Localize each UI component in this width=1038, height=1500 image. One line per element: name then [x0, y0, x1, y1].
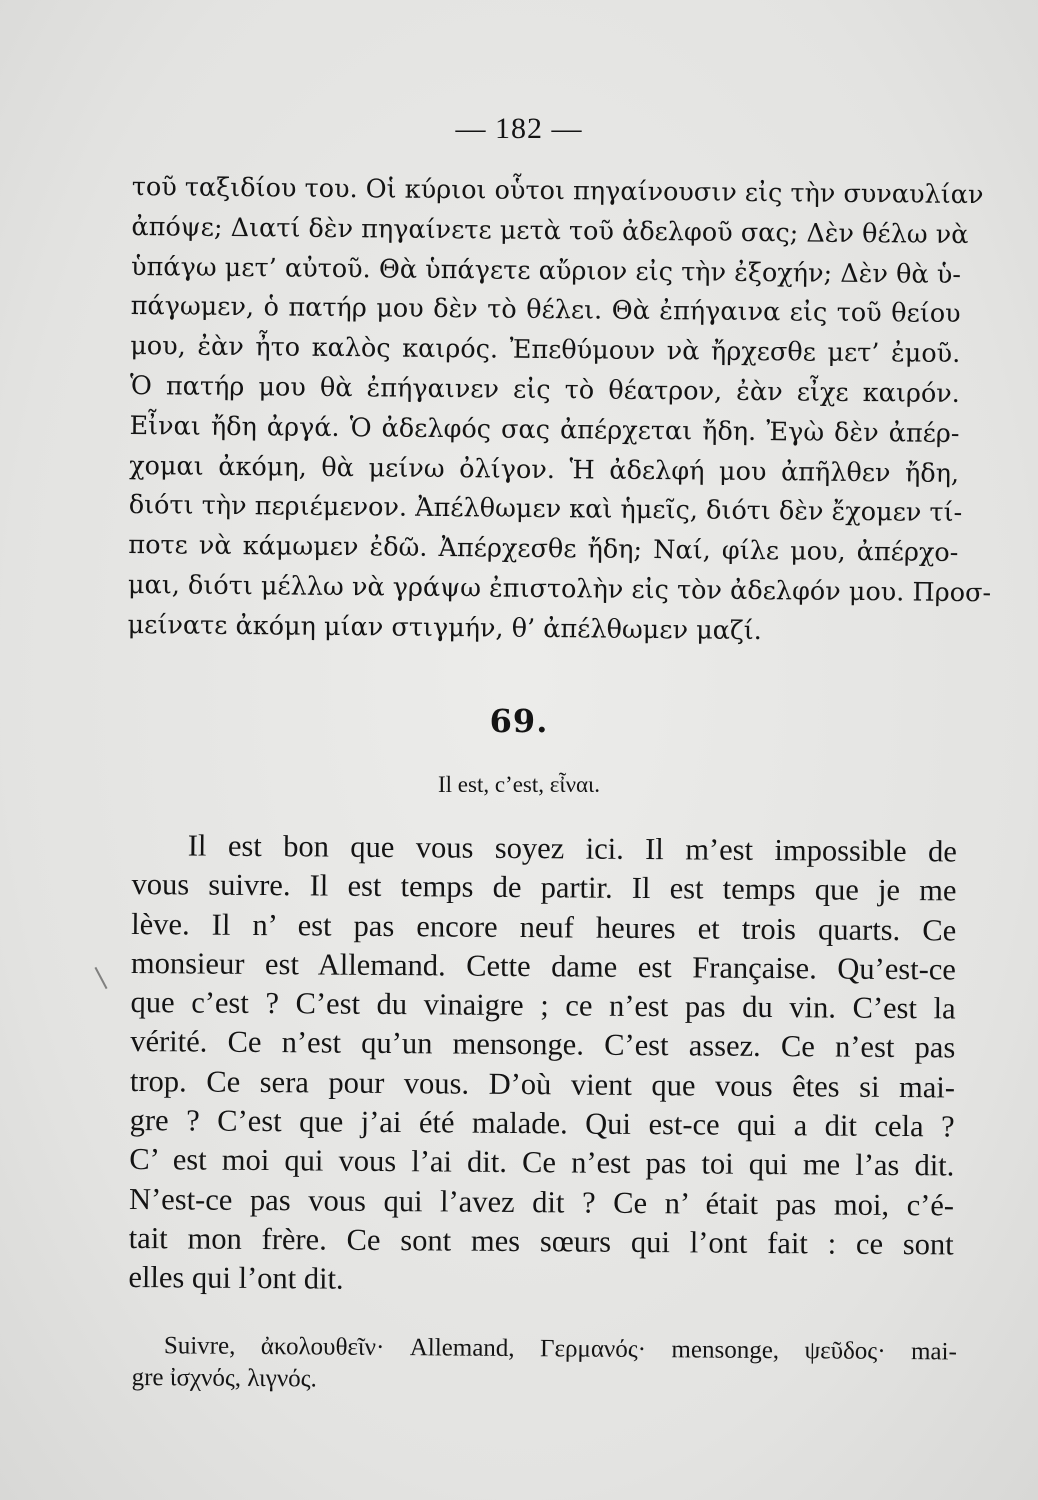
greek-line: ποτε νὰ κάμωμεν ἐδῶ. Ἀπέρχεσθε ἤδη; Ναί, φίλε μου, ἀπέρχο-: [128, 530, 959, 569]
greek-line: ὑπάγω μετ’ αὐτοῦ. Θὰ ὑπάγετε αὔριον εἰς τὴν ἐξοχήν; Δὲν θὰ ὑ-: [130, 251, 962, 290]
greek-line: Ὁ πατήρ μου θὰ ἐπήγαινεν εἰς τὸ θέατρον, ἐὰν εἶχε καιρόν.: [129, 370, 961, 409]
vocabulary-line: Suivre, ἀκολουθεῖν· Allemand, Γερμανός· mensonge, ψεῦδος· mai-: [163, 1332, 957, 1366]
greek-line: τοῦ ταξιδίου του. Οἱ κύριοι οὗτοι πηγαίνουσιν εἰς τὴν συναυλίαν: [131, 171, 984, 211]
greek-line: μου, ἐὰν ἦτο καλὸς καιρός. Ἐπεθύμουν νὰ ἤρχεσθε μετ’ ἐμοῦ.: [130, 331, 961, 370]
section-subtitle: Il est, c’est, εἶναι.: [438, 772, 600, 797]
greek-line: μείνατε ἀκόμη μίαν στιγμήν, θ’ ἀπέλθωμεν μαζί.: [127, 609, 763, 646]
french-line: trop. Ce sera pour vous. D’où vient que vous êtes si mai-: [129, 1063, 956, 1105]
vocabulary-line: gre ἰσχνός, λιγνός.: [131, 1363, 317, 1393]
french-line: vérité. Ce n’est qu’un mensonge. C’est assez. Ce n’est pas: [130, 1024, 956, 1065]
greek-line: πάγωμεν, ὁ πατήρ μου δὲν τὸ θέλει. Θὰ ἐπήγαινα εἰς τοῦ θείου: [130, 291, 961, 330]
french-line: monsieur est Allemand. Cette dame est Française. Qu’est-ce: [130, 945, 957, 987]
margin-pencil-mark: [94, 967, 107, 989]
greek-line: μαι, διότι μέλλω νὰ γράψω ἐπιστολὴν εἰς τὸν ἀδελφόν μου. Προσ-: [127, 569, 992, 609]
french-line: que c’est ? C’est du vinaigre ; ce n’est pas du vin. C’est la: [130, 985, 956, 1026]
greek-line: χομαι ἀκόμη, θὰ μείνω ὀλίγον. Ἡ ἀδελφή μου ἀπῆλθεν ἤδη,: [128, 450, 960, 489]
vocabulary-note: [131, 1330, 956, 1400]
french-line: gre ? C’est que j’ai été malade. Qui est-ce qui a dit cela ?: [129, 1103, 955, 1144]
french-line: N’est-ce pas vous qui l’avez dit ? Ce n’ était pas moi, c’é-: [128, 1181, 955, 1223]
greek-line: Εἶναι ἤδη ἀργά. Ὁ ἀδελφός σας ἀπέρχεται ἤδη. Ἐγὼ δὲν ἀπέρ-: [129, 410, 960, 449]
french-exercise-paragraph: [128, 826, 957, 1304]
french-line: lève. Il n’ est pas encore neuf heures et trois quarts. Ce: [131, 906, 957, 948]
page-number: — 182 —: [455, 112, 583, 145]
french-line: vous suivre. Il est temps de partir. Il est temps que je me: [131, 867, 957, 908]
greek-exercise-paragraph: [127, 168, 992, 654]
greek-line: διότι τὴν περιέμενον. Ἀπέλθωμεν καὶ ἡμεῖς, διότι δὲν ἔχομεν τί-: [128, 490, 963, 529]
french-line: tait mon frère. Ce sont mes sœurs qui l’ont fait : ce sont: [128, 1220, 954, 1262]
french-line: elles qui l’ont dit.: [128, 1260, 344, 1296]
french-line: C’ est moi qui vous l’ai dit. Ce n’est pas toi qui me l’as dit.: [129, 1142, 955, 1183]
greek-line: ἀπόψε; Διατί δὲν πηγαίνετε μετὰ τοῦ ἀδελφοῦ σας; Δὲν θέλω νὰ: [131, 211, 969, 250]
section-number: 69.: [489, 702, 549, 740]
french-line: Il est bon que vous soyez ici. Il m’est impossible de: [187, 828, 957, 869]
